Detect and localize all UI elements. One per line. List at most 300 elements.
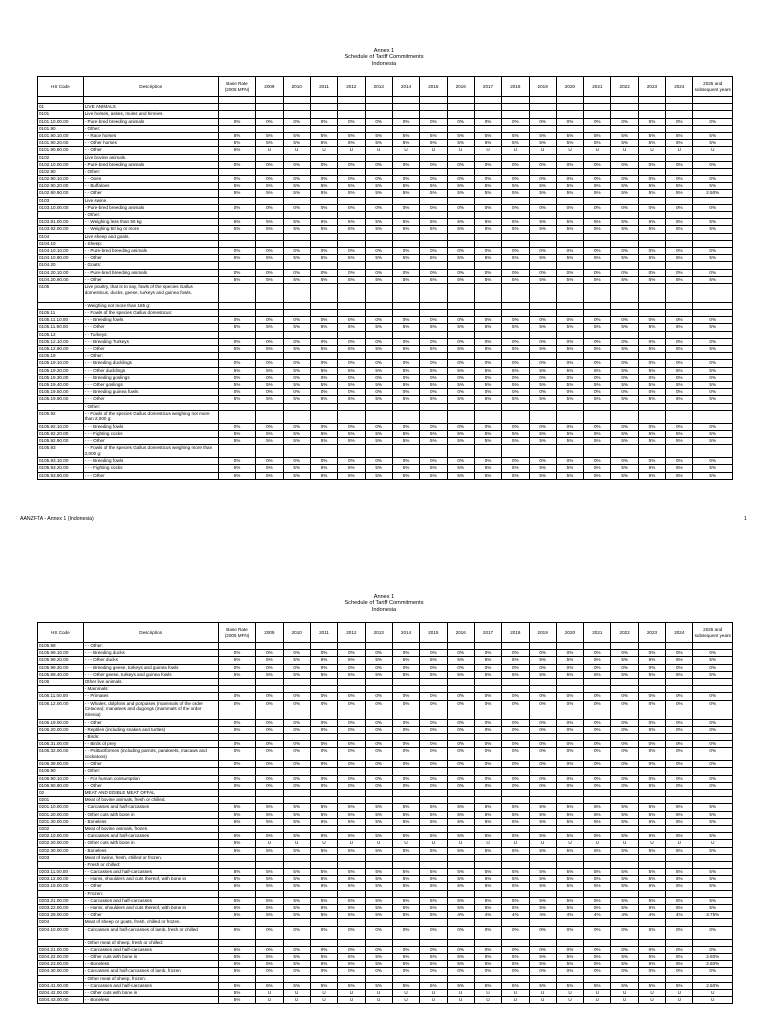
base-rate-cell: 5% <box>218 818 255 825</box>
rate-cell <box>529 678 556 685</box>
rate-cell <box>474 233 501 240</box>
description-cell: - - Other <box>83 912 218 919</box>
rate-cell: 0% <box>283 423 310 430</box>
base-rate-cell <box>218 890 255 897</box>
base-rate-cell: 0% <box>218 458 255 465</box>
rate-cell: 0% <box>256 269 283 276</box>
rate-cell <box>611 212 638 219</box>
rate-cell <box>420 445 447 458</box>
rate-cell: 5% <box>529 982 556 989</box>
rate-cell: 5% <box>392 276 419 283</box>
rate-cell: 0% <box>474 176 501 183</box>
rate-cell <box>474 825 501 832</box>
rate-cell <box>365 283 392 302</box>
rate-cell: 0% <box>666 204 693 211</box>
rate-cell: 0% <box>474 247 501 254</box>
rate-cell: 0% <box>474 204 501 211</box>
rate-cell <box>502 854 529 861</box>
base-rate-cell: 5% <box>218 438 255 445</box>
base-rate-cell: 5% <box>218 953 255 960</box>
description-cell: - - - Other <box>83 346 218 353</box>
rate-cell <box>310 825 337 832</box>
rate-cell: 0% <box>666 748 693 761</box>
rate-cell: U <box>365 147 392 154</box>
table-row <box>38 643 733 650</box>
rate-cell: 5% <box>638 961 665 968</box>
rate-cell <box>666 233 693 240</box>
schedule-label: Schedule of Tariff Commitments <box>344 600 424 607</box>
rate-cell: 0% <box>529 650 556 657</box>
rate-cell: 5% <box>256 905 283 912</box>
rate-cell: 5% <box>693 876 733 883</box>
rate-cell: 0% <box>474 269 501 276</box>
rate-cell <box>584 283 611 302</box>
rate-cell: 0% <box>693 926 733 939</box>
rate-cell: 5% <box>611 219 638 226</box>
rate-cell: 0% <box>666 693 693 700</box>
hs-code-cell: 0104.10 <box>38 240 84 247</box>
table-row <box>38 125 733 132</box>
rate-cell: 0% <box>611 726 638 733</box>
rate-cell: 0% <box>365 458 392 465</box>
rate-cell: 5% <box>556 833 583 840</box>
rate-cell <box>420 733 447 740</box>
rate-cell: 0% <box>584 204 611 211</box>
rate-cell: U <box>693 840 733 847</box>
rate-cell <box>283 353 310 360</box>
rate-cell: 5% <box>693 847 733 854</box>
rate-cell: 5% <box>611 183 638 190</box>
rate-cell: 4% <box>447 912 474 919</box>
rate-cell: 0% <box>447 741 474 748</box>
rate-cell: 5% <box>420 833 447 840</box>
rate-cell: 0% <box>666 664 693 671</box>
rate-cell <box>447 790 474 797</box>
rate-cell: U <box>502 997 529 1004</box>
rate-cell <box>338 797 365 804</box>
rate-cell: 5% <box>420 905 447 912</box>
rate-cell <box>310 310 337 317</box>
rate-cell <box>556 212 583 219</box>
rate-cell: 0% <box>556 423 583 430</box>
rate-cell: U <box>256 147 283 154</box>
rate-cell: 5% <box>392 381 419 388</box>
table-row <box>38 733 733 740</box>
rate-cell <box>420 262 447 269</box>
rate-cell <box>365 262 392 269</box>
rate-cell <box>447 939 474 946</box>
rate-cell <box>502 262 529 269</box>
rate-cell: 5% <box>638 183 665 190</box>
rate-cell: 0% <box>529 161 556 168</box>
rate-cell: 5% <box>310 804 337 811</box>
hs-code-cell: 0105.19.30.00 <box>38 374 84 381</box>
rate-cell: 0% <box>283 748 310 761</box>
rate-cell <box>283 825 310 832</box>
rate-cell: 5% <box>283 811 310 818</box>
rate-cell <box>529 939 556 946</box>
rate-cell: 0% <box>338 338 365 345</box>
rate-cell: 5% <box>256 876 283 883</box>
rate-cell: 5% <box>338 190 365 197</box>
rate-cell: 5% <box>584 804 611 811</box>
rate-cell: 5% <box>365 833 392 840</box>
rate-cell <box>338 331 365 338</box>
rate-cell <box>529 686 556 693</box>
rate-cell: 0% <box>420 317 447 324</box>
rate-cell <box>365 890 392 897</box>
hs-code-cell: 0105.93.90.00 <box>38 472 84 479</box>
rate-cell: 5% <box>556 811 583 818</box>
rate-cell <box>502 310 529 317</box>
rate-cell: 5% <box>556 657 583 664</box>
rate-cell <box>365 403 392 410</box>
rate-cell <box>611 154 638 161</box>
rate-cell: U <box>529 997 556 1004</box>
rate-cell <box>611 975 638 982</box>
rate-cell: 0% <box>638 176 665 183</box>
rate-cell: 5% <box>693 381 733 388</box>
rate-cell <box>666 445 693 458</box>
rate-cell: 0% <box>474 664 501 671</box>
rate-cell: 5% <box>338 912 365 919</box>
rate-cell: 0% <box>584 360 611 367</box>
hs-code-cell: 0105.99 <box>38 643 84 650</box>
rate-cell: 0% <box>693 338 733 345</box>
rate-cell <box>693 919 733 926</box>
rate-cell: 5% <box>666 367 693 374</box>
rate-cell <box>474 686 501 693</box>
rate-cell <box>338 825 365 832</box>
rate-cell <box>283 331 310 338</box>
table-row <box>38 693 733 700</box>
rate-cell: 5% <box>365 982 392 989</box>
col-year-5: 2014 <box>392 623 419 643</box>
rate-cell: U <box>420 840 447 847</box>
rate-cell: 0% <box>611 389 638 396</box>
rate-cell: 0% <box>474 782 501 789</box>
description-cell: - - Boneless <box>83 997 218 1004</box>
rate-cell <box>474 975 501 982</box>
rate-cell: 0% <box>310 360 337 367</box>
rate-cell <box>666 168 693 175</box>
base-rate-cell: 5% <box>218 132 255 139</box>
rate-cell <box>365 111 392 118</box>
rate-cell: 5% <box>365 255 392 262</box>
rate-cell <box>365 240 392 247</box>
rate-cell: 0% <box>474 741 501 748</box>
rate-cell: 0% <box>310 176 337 183</box>
rate-cell: 5% <box>420 818 447 825</box>
rate-cell: 5% <box>529 953 556 960</box>
rate-cell <box>338 262 365 269</box>
rate-cell <box>447 854 474 861</box>
rate-cell <box>611 939 638 946</box>
rate-cell <box>693 168 733 175</box>
rate-cell: 5% <box>420 869 447 876</box>
table-row <box>38 890 733 897</box>
rate-cell: 5% <box>529 367 556 374</box>
rate-cell: 5% <box>502 465 529 472</box>
rate-cell <box>666 331 693 338</box>
rate-cell: 0% <box>584 748 611 761</box>
rate-cell: 0% <box>365 748 392 761</box>
hs-code-cell: 0204.42.00.00 <box>38 989 84 996</box>
base-rate-cell: 0% <box>218 726 255 733</box>
rate-cell: 5% <box>365 961 392 968</box>
rate-cell: 0% <box>283 968 310 975</box>
rate-cell: 5% <box>556 876 583 883</box>
rate-cell: 0% <box>474 946 501 953</box>
rate-cell: 5% <box>256 324 283 331</box>
rate-cell: 5% <box>474 183 501 190</box>
rate-cell: 0% <box>529 968 556 975</box>
rate-cell <box>474 331 501 338</box>
rate-cell: 0% <box>365 650 392 657</box>
rate-cell: 5% <box>365 183 392 190</box>
rate-cell: U <box>556 989 583 996</box>
rate-cell <box>447 197 474 204</box>
hs-code-cell: 0104.20 <box>38 262 84 269</box>
rate-cell: 5% <box>447 818 474 825</box>
rate-cell: 5% <box>474 255 501 262</box>
base-rate-cell: 0% <box>218 741 255 748</box>
description-cell: - - Other <box>83 719 218 726</box>
rate-cell <box>256 797 283 804</box>
rate-cell: 0% <box>365 761 392 768</box>
base-rate-cell: 5% <box>218 346 255 353</box>
rate-cell: U <box>310 989 337 996</box>
hs-code-cell: 0102.90 <box>38 168 84 175</box>
hs-code-cell <box>38 97 84 104</box>
rate-cell <box>310 733 337 740</box>
rate-cell: 0% <box>420 968 447 975</box>
rate-cell: 0% <box>474 693 501 700</box>
rate-cell: 5% <box>447 657 474 664</box>
rate-cell <box>338 790 365 797</box>
rate-cell: 5% <box>474 381 501 388</box>
rate-cell: 0% <box>556 761 583 768</box>
rate-cell: U <box>474 989 501 996</box>
rate-cell: 0% <box>529 374 556 381</box>
rate-cell <box>256 939 283 946</box>
rate-cell: 5% <box>447 465 474 472</box>
rate-cell <box>338 97 365 104</box>
rate-cell <box>420 686 447 693</box>
rate-cell: 0% <box>338 775 365 782</box>
rate-cell <box>556 733 583 740</box>
rate-cell <box>529 240 556 247</box>
rate-cell: U <box>666 840 693 847</box>
rate-cell: 5% <box>338 346 365 353</box>
rate-cell: 0% <box>338 761 365 768</box>
hs-code-cell: 0201.20.00.00 <box>38 811 84 818</box>
rate-cell <box>502 302 529 309</box>
rate-cell <box>529 410 556 423</box>
table-row <box>38 782 733 789</box>
rate-cell <box>310 686 337 693</box>
rate-cell: 0% <box>502 161 529 168</box>
rate-cell: U <box>693 989 733 996</box>
hs-code-cell: 0105.92 <box>38 410 84 423</box>
hs-code-cell: 0105.12 <box>38 331 84 338</box>
rate-cell <box>392 919 419 926</box>
header-row <box>38 623 733 643</box>
base-rate-cell <box>218 825 255 832</box>
rate-cell <box>447 686 474 693</box>
rate-cell: 5% <box>556 869 583 876</box>
rate-cell: 0% <box>365 782 392 789</box>
rate-cell <box>365 854 392 861</box>
table-row <box>38 946 733 953</box>
rate-cell: 0% <box>502 782 529 789</box>
rate-cell <box>666 686 693 693</box>
rate-cell <box>502 353 529 360</box>
table-row <box>38 926 733 939</box>
rate-cell: 5% <box>584 883 611 890</box>
table-row <box>38 247 733 254</box>
table-row <box>38 226 733 233</box>
rate-cell: 5% <box>584 818 611 825</box>
rate-cell: 0% <box>392 374 419 381</box>
rate-cell: 5% <box>420 912 447 919</box>
rate-cell: 5% <box>283 671 310 678</box>
rate-cell <box>392 939 419 946</box>
rate-cell: U <box>638 147 665 154</box>
rate-cell: 5% <box>283 905 310 912</box>
rate-cell <box>556 168 583 175</box>
table-row <box>38 854 733 861</box>
rate-cell: 5% <box>420 465 447 472</box>
rate-cell: 0% <box>611 338 638 345</box>
rate-cell: 0% <box>365 317 392 324</box>
description-cell: - Other: <box>83 403 218 410</box>
rate-cell <box>693 410 733 423</box>
hs-code-cell <box>38 212 84 219</box>
rate-cell <box>556 240 583 247</box>
rate-cell: U <box>338 997 365 1004</box>
rate-cell <box>338 686 365 693</box>
table-row <box>38 233 733 240</box>
base-rate-cell <box>218 797 255 804</box>
rate-cell: 5% <box>365 324 392 331</box>
hs-code-cell: 0101 <box>38 111 84 118</box>
rate-cell <box>584 797 611 804</box>
rate-cell: 5% <box>529 255 556 262</box>
rate-cell: 0% <box>283 458 310 465</box>
rate-cell: 5% <box>474 226 501 233</box>
rate-cell: 5% <box>502 183 529 190</box>
base-rate-cell <box>218 125 255 132</box>
rate-cell <box>502 111 529 118</box>
rate-cell: 0% <box>447 775 474 782</box>
rate-cell: 5% <box>611 818 638 825</box>
rate-cell: 0% <box>392 761 419 768</box>
rate-cell: 0% <box>365 664 392 671</box>
rate-cell: 5% <box>256 140 283 147</box>
rate-cell <box>338 125 365 132</box>
rate-cell <box>365 797 392 804</box>
rate-cell <box>502 240 529 247</box>
rate-cell: 5% <box>666 438 693 445</box>
rate-cell: 5% <box>283 276 310 283</box>
hs-code-cell: 0101.90.10.00 <box>38 132 84 139</box>
rate-cell: 0% <box>256 247 283 254</box>
table-row <box>38 262 733 269</box>
rate-cell: 5% <box>666 657 693 664</box>
rate-cell: 5% <box>420 276 447 283</box>
rate-cell <box>638 733 665 740</box>
table-row <box>38 458 733 465</box>
table-row <box>38 905 733 912</box>
rate-cell <box>256 919 283 926</box>
description-cell: - Other meat of sheep, frozen: <box>83 975 218 982</box>
rate-cell <box>447 353 474 360</box>
rate-cell <box>556 403 583 410</box>
rate-cell <box>338 233 365 240</box>
rate-cell: 0% <box>611 700 638 719</box>
rate-cell <box>420 975 447 982</box>
table-row <box>38 912 733 919</box>
rate-cell <box>556 445 583 458</box>
table-row <box>38 719 733 726</box>
rate-cell: 0% <box>529 338 556 345</box>
rate-cell: 4% <box>666 912 693 919</box>
rate-cell <box>392 154 419 161</box>
rate-cell: 0% <box>556 360 583 367</box>
hs-code-cell: 0204.22.00.00 <box>38 953 84 960</box>
rate-cell: 5% <box>474 811 501 818</box>
rate-cell: 0% <box>447 700 474 719</box>
rate-cell: 0% <box>310 338 337 345</box>
rate-cell <box>611 104 638 111</box>
rate-cell <box>556 825 583 832</box>
rate-cell: 0% <box>447 317 474 324</box>
description-cell: - Boneless <box>83 818 218 825</box>
rate-cell: 0% <box>556 317 583 324</box>
rate-cell: 5% <box>338 876 365 883</box>
rate-cell <box>256 854 283 861</box>
rate-cell: 0% <box>256 726 283 733</box>
rate-cell <box>474 154 501 161</box>
rate-cell: 5% <box>365 811 392 818</box>
rate-cell <box>529 283 556 302</box>
rate-cell: 5% <box>693 438 733 445</box>
rate-cell <box>420 643 447 650</box>
rate-cell: 5% <box>365 847 392 854</box>
rate-cell <box>584 125 611 132</box>
rate-cell: 4% <box>529 912 556 919</box>
rate-cell: 0% <box>638 926 665 939</box>
description-cell: - Carcasses and half-carcasses <box>83 804 218 811</box>
rate-cell: 0% <box>338 926 365 939</box>
rate-cell <box>283 678 310 685</box>
rate-cell <box>529 854 556 861</box>
hs-code-cell: 0105.19 <box>38 353 84 360</box>
rate-cell <box>420 154 447 161</box>
rate-cell: 5% <box>256 346 283 353</box>
rate-cell: 5% <box>310 132 337 139</box>
table-row <box>38 317 733 324</box>
hs-code-cell <box>38 975 84 982</box>
rate-cell: 0% <box>365 360 392 367</box>
hs-code-cell: 0203 <box>38 854 84 861</box>
rate-cell: 0% <box>392 247 419 254</box>
rate-cell: 0% <box>283 782 310 789</box>
rate-cell <box>693 97 733 104</box>
rate-cell: 0% <box>474 423 501 430</box>
rate-cell <box>338 111 365 118</box>
